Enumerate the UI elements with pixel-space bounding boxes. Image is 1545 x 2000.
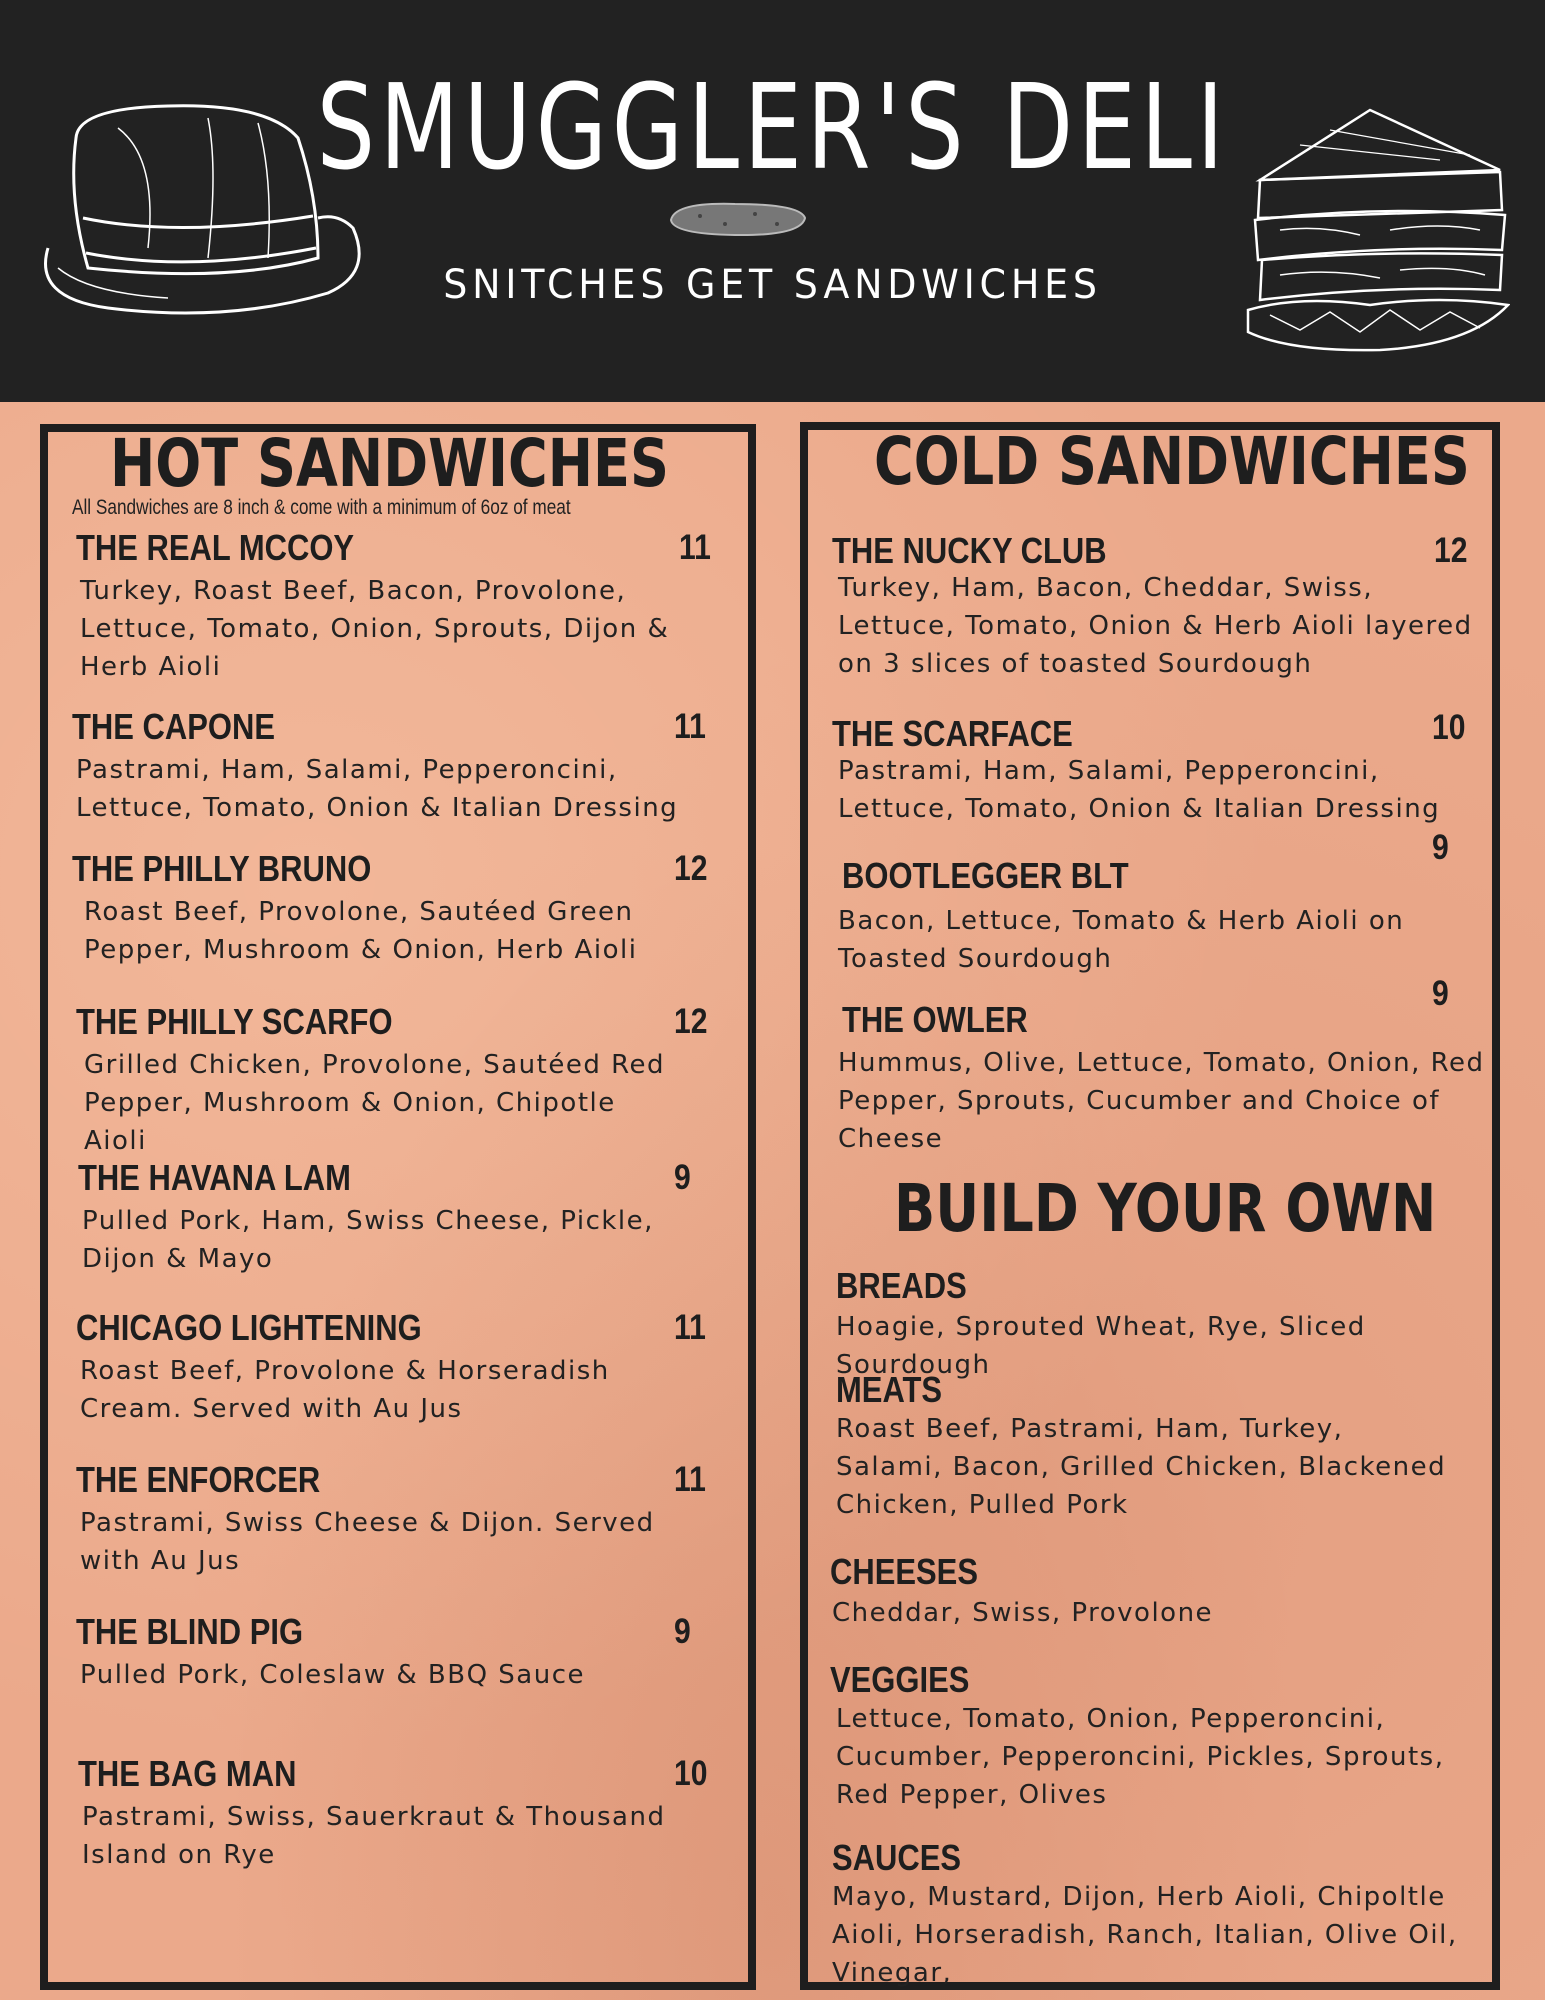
item-description: Hummus, Olive, Lettuce, Tomato, Onion, Red Pepper, Sprouts, Cucumber and Choice of Cheese (838, 1048, 1485, 1154)
item-description: Turkey, Ham, Bacon, Cheddar, Swiss, Lettuce, Tomato, Onion & Herb Aioli layered on 3 slices of toasted Sourdough (838, 573, 1473, 679)
item-price: 12 (674, 1002, 708, 1041)
item-name: THE NUCKY CLUB (832, 530, 1107, 571)
item-price: 11 (679, 528, 711, 567)
hot-sandwiches-heading: HOT SANDWICHES (110, 425, 669, 502)
item-price: 11 (674, 707, 706, 746)
item-description: Pastrami, Ham, Salami, Pepperoncini, Lettuce, Tomato, Onion & Italian Dressing (76, 755, 679, 823)
item-name: THE OWLER (842, 999, 1028, 1040)
item-name: THE REAL MCCOY (76, 527, 355, 568)
item-name: CHICAGO LIGHTENING (76, 1307, 422, 1348)
item-description: Pulled Pork, Coleslaw & BBQ Sauce (80, 1660, 586, 1690)
item-price: 9 (1432, 828, 1449, 867)
item-description: Roast Beef, Provolone, Sautéed Green Pepper, Mushroom & Onion, Herb Aioli (84, 897, 638, 965)
hot-sandwiches-note: All Sandwiches are 8 inch & come with a minimum of 6oz of meat (72, 496, 571, 519)
item-price: 10 (674, 1754, 708, 1793)
group-options: Roast Beef, Pastrami, Ham, Turkey, Salami, Bacon, Grilled Chicken, Blackened Chicken, Pulled Pork (836, 1414, 1447, 1520)
tagline: SNITCHES GET SANDWICHES (443, 262, 1102, 308)
cold-sandwiches-heading: COLD SANDWICHES (874, 423, 1470, 500)
group-options: Mayo, Mustard, Dijon, Herb Aioli, Chipoltle Aioli, Horseradish, Ranch, Italian, Olive Oil, Vinegar, (832, 1882, 1458, 1988)
item-description: Pulled Pork, Ham, Swiss Cheese, Pickle, Dijon & Mayo (82, 1206, 654, 1274)
item-price: 11 (674, 1460, 706, 1499)
group-options: Lettuce, Tomato, Onion, Pepperoncini, Cucumber, Pepperoncini, Pickles, Sprouts, Red Pepper, Olives (836, 1704, 1445, 1810)
item-name: THE PHILLY BRUNO (72, 848, 372, 889)
item-name: THE HAVANA LAM (78, 1157, 351, 1198)
item-name: THE ENFORCER (76, 1459, 321, 1500)
item-description: Pastrami, Swiss, Sauerkraut & Thousand Island on Rye (82, 1802, 666, 1870)
item-description: Pastrami, Swiss Cheese & Dijon. Served with Au Jus (80, 1508, 655, 1576)
item-description: Turkey, Roast Beef, Bacon, Provolone, Lettuce, Tomato, Onion, Sprouts, Dijon & Herb Aioli (80, 576, 670, 682)
item-name: BOOTLEGGER BLT (842, 855, 1129, 896)
group-name: BREADS (836, 1265, 967, 1306)
item-price: 12 (674, 849, 708, 888)
item-name: THE PHILLY SCARFO (76, 1001, 393, 1042)
item-name: THE BAG MAN (78, 1753, 297, 1794)
deli-title: SMUGGLER'S DELI (316, 58, 1229, 196)
item-name: THE BLIND PIG (76, 1611, 304, 1652)
group-name: CHEESES (830, 1551, 978, 1592)
group-name: SAUCES (832, 1837, 962, 1878)
group-options: Hoagie, Sprouted Wheat, Rye, Sliced Sourdough (836, 1312, 1366, 1380)
item-description: Pastrami, Ham, Salami, Pepperoncini, Lettuce, Tomato, Onion & Italian Dressing (838, 756, 1441, 824)
pickle-icon (665, 198, 810, 240)
item-price: 12 (1434, 531, 1468, 570)
item-price: 9 (1432, 974, 1449, 1013)
item-name: THE SCARFACE (832, 713, 1073, 754)
item-price: 11 (674, 1308, 706, 1347)
item-description: Roast Beef, Provolone & Horseradish Cream. Served with Au Jus (80, 1356, 610, 1424)
item-price: 10 (1432, 708, 1466, 747)
group-name: MEATS (836, 1369, 943, 1410)
item-description: Bacon, Lettuce, Tomato & Herb Aioli on Toasted Sourdough (838, 906, 1405, 974)
group-options: Cheddar, Swiss, Provolone (832, 1598, 1214, 1628)
header-banner (0, 0, 1545, 402)
item-price: 9 (674, 1158, 691, 1197)
item-name: THE CAPONE (72, 706, 275, 747)
item-description: Grilled Chicken, Provolone, Sautéed Red Pepper, Mushroom & Onion, Chipotle Aioli (84, 1050, 666, 1156)
group-name: VEGGIES (830, 1659, 970, 1700)
item-price: 9 (674, 1612, 691, 1651)
build-your-own-heading: BUILD YOUR OWN (894, 1170, 1437, 1247)
